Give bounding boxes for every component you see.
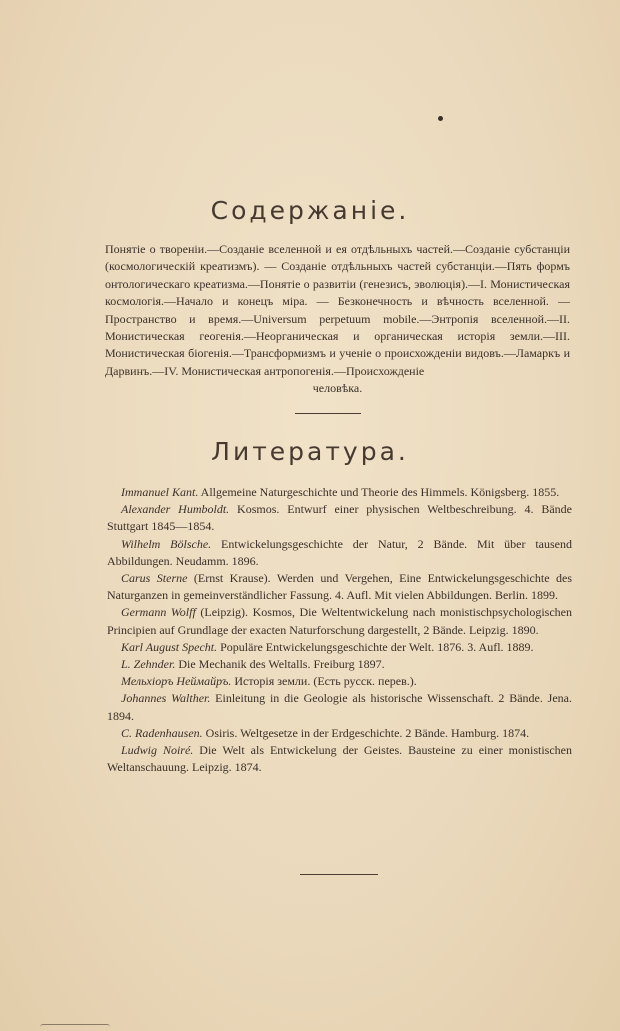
entry-author: Immanuel Kant. [121, 485, 199, 499]
entry-author: Wilhelm Bölsche. [121, 536, 212, 551]
entry-author: Karl August Specht. [121, 639, 218, 654]
literature-entry [107, 742, 572, 776]
literature-entry [107, 639, 572, 656]
entry-author: Carus Sterne [121, 571, 188, 586]
literature-heading: Литература. [211, 437, 409, 466]
literature-entry [107, 501, 572, 535]
literature-entry [107, 673, 572, 690]
literature-list [107, 484, 572, 776]
entry-author: L. Zehnder. [121, 657, 176, 672]
literature-entry [107, 570, 572, 604]
entry-author: Johannes Walther. [121, 691, 211, 706]
entry-author: Alexander Humboldt. [121, 502, 230, 517]
entry-author: C. Radenhausen. [121, 725, 203, 740]
entry-author: Мельхіоръ Неймайръ. [121, 674, 232, 689]
entry-text: Entwickelungsgeschichte der Natur, 2 Bände. Mit über tausend Abbildungen. Neudamm. 1896. [107, 536, 572, 568]
ink-dot [438, 116, 443, 121]
entry-text: (Ernst Krause). Werden und Vergehen, Eine Entwickelungsgeschichte des Naturganzen in gemeinverständlicher Fassung. 4. Aufl. Mit vielen Abbildungen. Berlin. 1899. [107, 571, 572, 603]
literature-entry [107, 604, 572, 638]
literature-entry [107, 484, 572, 501]
entry-text: (Leipzig). Kosmos, Die Weltentwickelung nach monistischpsychologischen Principien auf Grundlage der exacten Naturforschung dargestellt, 2 Bände. Leipzig. 1890. [107, 605, 572, 637]
section-divider [295, 413, 361, 414]
entry-text: Kosmos. Entwurf einer physischen Weltbeschreibung. 4. Bände Stuttgart 1845—1854. [107, 502, 573, 534]
entry-text: Populäre Entwickelungsgeschichte der Welt. 1876. 3. Aufl. 1889. [217, 639, 534, 654]
entry-text: Allgemeine Naturgeschichte und Theorie des Himmels. Königsberg. 1855. [198, 485, 560, 499]
entry-author: Germann Wolff [121, 605, 196, 620]
entry-text: Исторія земли. (Есть русск. перев.). [231, 674, 417, 689]
contents-heading: Содержаніе. [210, 196, 410, 225]
end-divider [300, 874, 378, 875]
entry-text: Die Welt als Entwickelung der Geistes. Bausteine zu einer monistischen Weltanschauung. Leipzig. 1874. [107, 743, 572, 775]
literature-entry [107, 656, 572, 673]
contents-paragraph [105, 241, 570, 398]
entry-author: Ludwig Noiré. [121, 743, 194, 758]
literature-entry [107, 536, 572, 570]
entry-text: Die Mechanik des Weltalls. Freiburg 1897. [175, 657, 385, 672]
entry-text: Einleitung in die Geologie als historische Wissenschaft. 2 Bände. Jena. 1894. [107, 691, 572, 723]
entry-text: Osiris. Weltgesetze in der Erdgeschichte. 2 Bände. Hamburg. 1874. [202, 725, 530, 740]
literature-entry [107, 690, 572, 724]
page-edge-mark [40, 1024, 110, 1028]
contents-last-line: человѣка. [312, 381, 363, 396]
contents-body: Понятіе о твореніи.—Созданіе вселенной и ея отдѣльныхъ частей.—Созданіе субстанціи (космологическій креатизмъ). — Созданіе отдѣльныхъ частей субстанціи.—Пять формъ онтологическаго креатизма.—Понятіе о развитіи (генезисъ, эволюція).—I. Монистическая космологія.—Начало и конецъ міра. — Безконечность и вѣчность вселенной. — Пространство и время.—Universum perpetuum mobile.—Энтропія вселенной.—II. Монистическая геогенія.—Неорганическая и органическая исторія земли.—III. Монистическая біогенія.—Трансформизмъ и ученіе о происхожденіи видовъ.—Ламаркъ и Дарвинъ.—IV. Монистическая антропогенія.—Происхожденіе [105, 242, 570, 378]
literature-entry [107, 725, 572, 742]
